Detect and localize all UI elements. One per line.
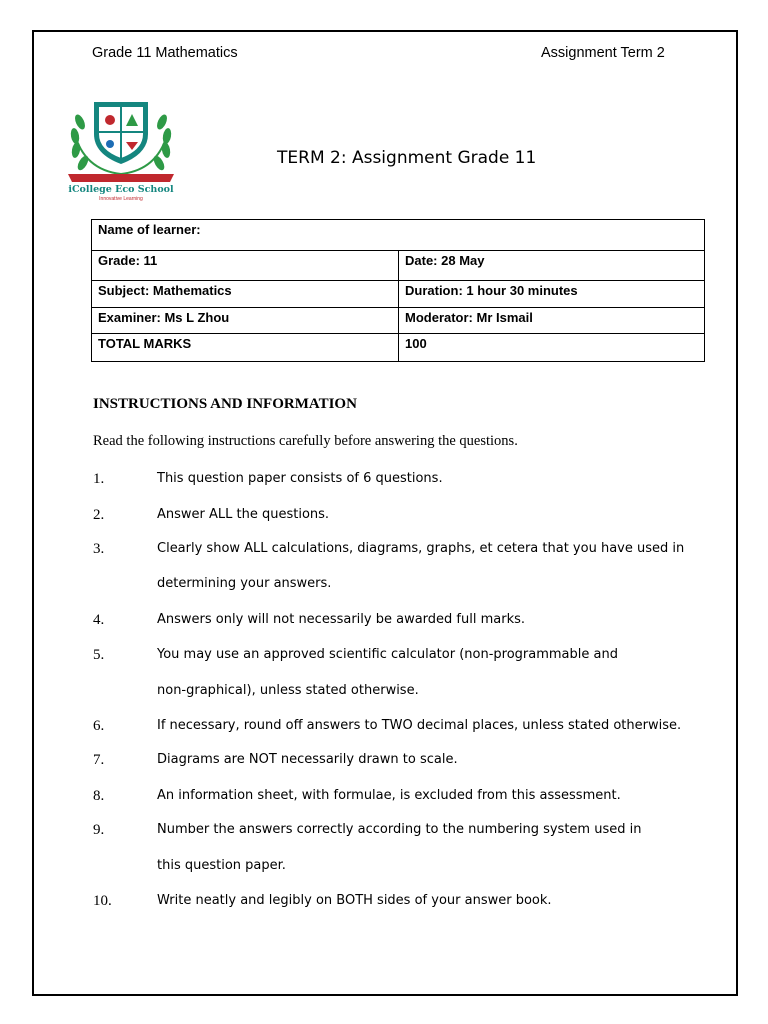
header-assignment: Assignment Term 2	[541, 45, 665, 61]
table-row	[92, 220, 705, 251]
item-number: 7.	[93, 752, 105, 768]
list-item	[0, 788, 768, 808]
school-tagline: Innovative Learning	[99, 196, 143, 202]
list-item	[0, 507, 768, 527]
item-number: 6.	[93, 718, 105, 734]
item-number: 9.	[93, 822, 105, 838]
instructions-heading: INSTRUCTIONS AND INFORMATION	[93, 396, 357, 412]
item-text: Clearly show ALL calculations, diagrams, graphs, et cetera that you have used in	[157, 541, 685, 556]
learner-info-table	[91, 219, 705, 362]
item-text: If necessary, round off answers to TWO decimal places, unless stated otherwise.	[157, 718, 682, 733]
list-item-continuation	[0, 683, 768, 703]
list-item	[0, 752, 768, 772]
item-text-continued: this question paper.	[157, 858, 286, 873]
item-text: You may use an approved scientific calculator (non-programmable and	[157, 647, 618, 662]
date-cell: Date: 28 May	[399, 251, 705, 281]
school-logo	[64, 92, 178, 204]
item-text: Number the answers correctly according to the numbering system used in	[157, 822, 642, 837]
table-row	[92, 334, 705, 362]
table-row	[92, 308, 705, 334]
item-text: Answers only will not necessarily be awarded full marks.	[157, 612, 526, 627]
list-item	[0, 893, 768, 913]
list-item	[0, 647, 768, 667]
moderator-cell: Moderator: Mr Ismail	[399, 308, 705, 334]
item-number: 10.	[93, 893, 112, 909]
subject-cell: Subject: Mathematics	[92, 281, 399, 308]
header-subject: Grade 11 Mathematics	[92, 45, 238, 61]
examiner-cell: Examiner: Ms L Zhou	[92, 308, 399, 334]
item-text-continued: determining your answers.	[157, 576, 332, 591]
name-of-learner-cell: Name of learner:	[92, 220, 705, 251]
list-item	[0, 822, 768, 842]
item-text: Diagrams are NOT necessarily drawn to scale.	[157, 752, 458, 767]
instructions-intro: Read the following instructions carefully before answering the questions.	[93, 433, 518, 449]
item-text-continued: non-graphical), unless stated otherwise.	[157, 683, 419, 698]
list-item	[0, 612, 768, 632]
table-row	[92, 251, 705, 281]
item-number: 4.	[93, 612, 105, 628]
list-item	[0, 718, 768, 738]
item-text: An information sheet, with formulae, is excluded from this assessment.	[157, 788, 621, 803]
item-number: 5.	[93, 647, 105, 663]
item-text: Answer ALL the questions.	[157, 507, 330, 522]
item-number: 8.	[93, 788, 105, 804]
document-title: TERM 2: Assignment Grade 11	[277, 148, 537, 168]
item-text: This question paper consists of 6 questions.	[157, 471, 443, 486]
total-marks-label-cell: TOTAL MARKS	[92, 334, 399, 362]
table-row	[92, 281, 705, 308]
item-text: Write neatly and legibly on BOTH sides of your answer book.	[157, 893, 552, 908]
list-item-continuation	[0, 576, 768, 596]
total-marks-value-cell: 100	[399, 334, 705, 362]
list-item-continuation	[0, 858, 768, 878]
grade-cell: Grade: 11	[92, 251, 399, 281]
item-number: 2.	[93, 507, 105, 523]
duration-cell: Duration: 1 hour 30 minutes	[399, 281, 705, 308]
school-name: iCollege Eco School	[68, 184, 174, 195]
item-number: 3.	[93, 541, 105, 557]
item-number: 1.	[93, 471, 105, 487]
list-item	[0, 541, 768, 561]
list-item	[0, 471, 768, 491]
